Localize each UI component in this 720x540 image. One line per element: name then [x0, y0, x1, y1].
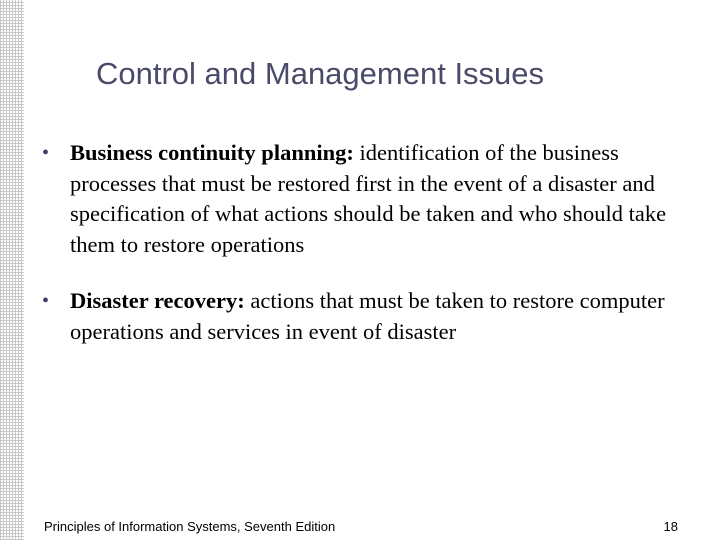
bullet-text: actions that must be taken to restore computer operations and services in event of disaster	[70, 288, 665, 344]
bullet-term: Disaster recovery:	[70, 288, 245, 313]
decorative-grid-border	[0, 0, 24, 540]
page-number: 18	[663, 519, 678, 534]
bullet-list	[42, 138, 682, 373]
footer-text: Principles of Information Systems, Seventh Edition	[44, 519, 336, 534]
slide-title: Control and Management Issues	[96, 56, 545, 91]
bullet-disaster-recovery	[42, 286, 682, 347]
bullet-business-continuity	[42, 138, 682, 260]
bullet-text: identification of the business processes that must be restored first in the event of a disaster and specification of what actions should be taken and who should take them to restore operations	[70, 140, 667, 257]
bullet-icon: •	[42, 142, 50, 164]
bullet-icon: •	[42, 290, 50, 312]
bullet-term: Business continuity planning:	[70, 140, 354, 165]
